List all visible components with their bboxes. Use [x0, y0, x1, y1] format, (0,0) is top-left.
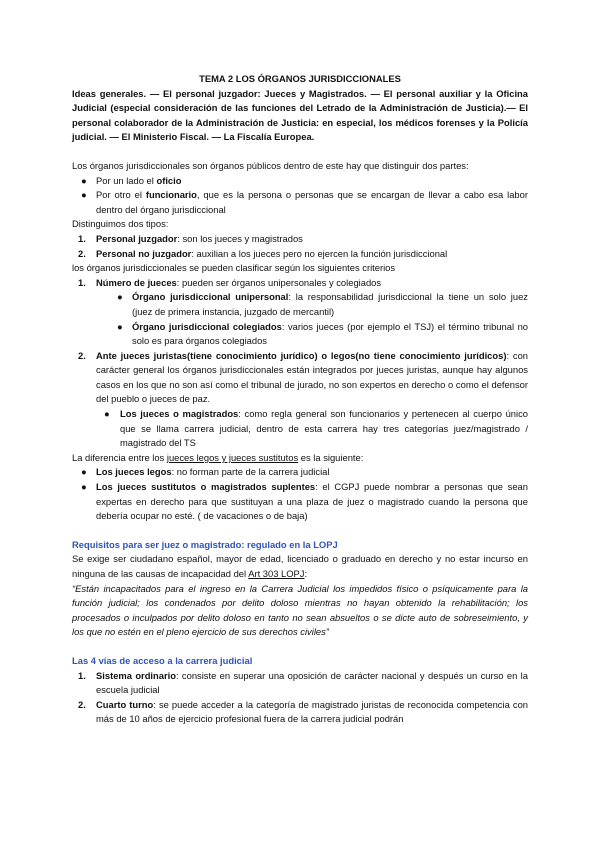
bullet-icon: ● — [117, 320, 123, 332]
list-number: 2. — [78, 698, 86, 710]
paragraph-1: Los órganos jurisdiccionales son órganos públicos dentro de este hay que distinguir dos partes: — [72, 159, 469, 171]
text: : el CGPJ puede nombrar a personas que sean expertas en derecho para que sustituyan a una plaza de juez o magistrado cuando la persona que debería ocupar no esté. ( de vacaciones o de baja) — [96, 481, 528, 522]
paragraph-5 — [72, 552, 528, 581]
sub-bullet-jueces-magistrados — [72, 407, 528, 451]
bold-text: Ante jueces juristas(tiene conocimiento jurídico) o legos(no tiene conocimiento jurídicos) — [96, 349, 507, 361]
text: : como regla general son funcionarios y pertenecen al cuerpo único que se llama carrera judicial, dentro de esta carrera hay tres categorías juez/magistrado / magistrado del TS — [120, 408, 528, 449]
list-number: 1. — [78, 232, 86, 244]
text: : son los jueces y magistrados — [177, 232, 303, 244]
text: : pueden ser órganos unipersonales y colegiados — [176, 276, 382, 288]
sub-bullet-colegiados — [72, 320, 528, 349]
list-item-cuarto-turno — [72, 698, 528, 727]
quote-art-303: “Están incapacitados para el ingreso en la Carrera Judicial los impedidos físico o psíquicamente para la función judicial; los condenados por delito doloso mientras no hayan obtenido la rehabilitación; los procesados o inculpados por delito doloso en tanto no sean absueltos o se dicte auto de sobreseimiento, y los que no estén en el pleno ejercicio de sus derechos civiles” — [72, 582, 528, 638]
paragraph-4 — [72, 451, 528, 466]
bullet-jueces-sustitutos — [72, 480, 528, 524]
text: : varios jueces (por ejemplo el TSJ) el término tribunal no solo es para órganos colegiados — [132, 320, 528, 347]
section-heading-requisitos: Requisitos para ser juez o magistrado: regulado en la LOPJ — [72, 538, 338, 550]
bullet-icon: ● — [117, 291, 123, 303]
underlined-text: jueces legos y jueces sustitutos — [166, 451, 299, 463]
bold-text: Órgano jurisdiccional unipersonal — [132, 291, 289, 303]
bullet-icon: ● — [81, 466, 87, 478]
underlined-text: Art 303 LOPJ — [248, 568, 305, 579]
list-number: 1. — [78, 669, 86, 681]
text: La diferencia entre los — [72, 451, 167, 463]
bullet-icon: ● — [81, 481, 87, 493]
bold-text: funcionario — [145, 189, 197, 201]
list-item-juzgador — [72, 232, 528, 247]
bold-text: Personal juzgador — [96, 232, 178, 244]
section-heading-vias-acceso: Las 4 vías de acceso a la carrera judicial — [72, 654, 253, 666]
bullet-icon: ● — [81, 189, 87, 201]
bold-text: Los jueces o magistrados — [120, 408, 239, 420]
text: : — [304, 568, 308, 579]
list-number: 1. — [78, 276, 86, 288]
bullet-icon: ● — [104, 408, 110, 420]
bullet-funcionario — [72, 188, 528, 217]
bold-text: Órgano jurisdiccional colegiados — [132, 320, 282, 332]
bold-text: Los jueces legos — [96, 466, 172, 478]
text: : no forman parte de la carrera judicial — [171, 466, 330, 478]
text: : con carácter general los órganos jurisdiccionales están integrados por jueces juristas, aunque hay algunos casos en los que no son así como el tribunal de jurado, no son expertos en derecho o como el defensor del pueblo o jueces de paz. — [96, 349, 528, 405]
bold-text: Sistema ordinario — [96, 669, 176, 681]
bullet-jueces-legos — [72, 465, 528, 480]
sub-bullet-unipersonal — [72, 290, 528, 319]
bold-text: Los jueces sustitutos o magistrados suplentes — [96, 481, 316, 493]
list-item-no-juzgador — [72, 247, 528, 262]
list-number: 2. — [78, 349, 86, 361]
bold-text: Cuarto turno — [96, 698, 154, 710]
text: es la siguiente: — [298, 451, 364, 463]
text: : consiste en superar una oposición de carácter nacional y después un curso en la escuela judicial — [96, 669, 528, 696]
paragraph-2: Distinguimos dos tipos: — [72, 218, 169, 230]
list-item-juristas-legos — [72, 349, 528, 407]
intro-paragraph: Ideas generales. — El personal juzgador: Jueces y Magistrados. — El personal auxiliar y la Oficina Judicial (especial consideración de las funciones del Letrado de la Administración de Justicia).— El personal colaborador de la Administración de Justicia: en especial, los médicos forenses y la Policía judicial. — El Ministerio Fiscal. — La Fiscalía Europea. — [72, 87, 528, 143]
list-item-sistema-ordinario — [72, 669, 528, 698]
document-page — [72, 72, 528, 727]
list-number: 2. — [78, 247, 86, 259]
bold-text: oficio — [156, 174, 182, 186]
text: Se exige ser ciudadano español, mayor de edad, licenciado o graduado en derecho y no estar incurso en ninguna de las causas de incapacidad del — [72, 553, 528, 579]
bold-text: Número de jueces — [96, 276, 177, 288]
paragraph-3: los órganos jurisdiccionales se pueden clasificar según los siguientes criterios — [72, 262, 396, 274]
text: : se puede acceder a la categoría de magistrado juristas de reconocida competencia con más de 10 años de ejercicio profesional fuera de la carrera judicial podrán — [96, 698, 528, 725]
text: Por otro el — [96, 189, 146, 201]
bold-text: Personal no juzgador — [96, 247, 192, 259]
list-item-numero-jueces — [72, 276, 528, 291]
bullet-icon: ● — [81, 174, 87, 186]
text: , que es la persona o personas que se encargan de llevar a cabo esa labor dentro del órgano jurisdiccional — [96, 189, 528, 215]
bullet-oficio — [72, 174, 528, 189]
text: : auxilian a los jueces pero no ejercen la función jurisdiccional — [191, 247, 448, 259]
document-title: TEMA 2 LOS ÓRGANOS JURISDICCIONALES — [199, 73, 401, 84]
text: : la responsabilidad jurisdiccional la tiene un solo juez (juez de primera instancia, juzgado de mercantil) — [132, 291, 528, 317]
text: Por un lado el — [96, 174, 157, 186]
